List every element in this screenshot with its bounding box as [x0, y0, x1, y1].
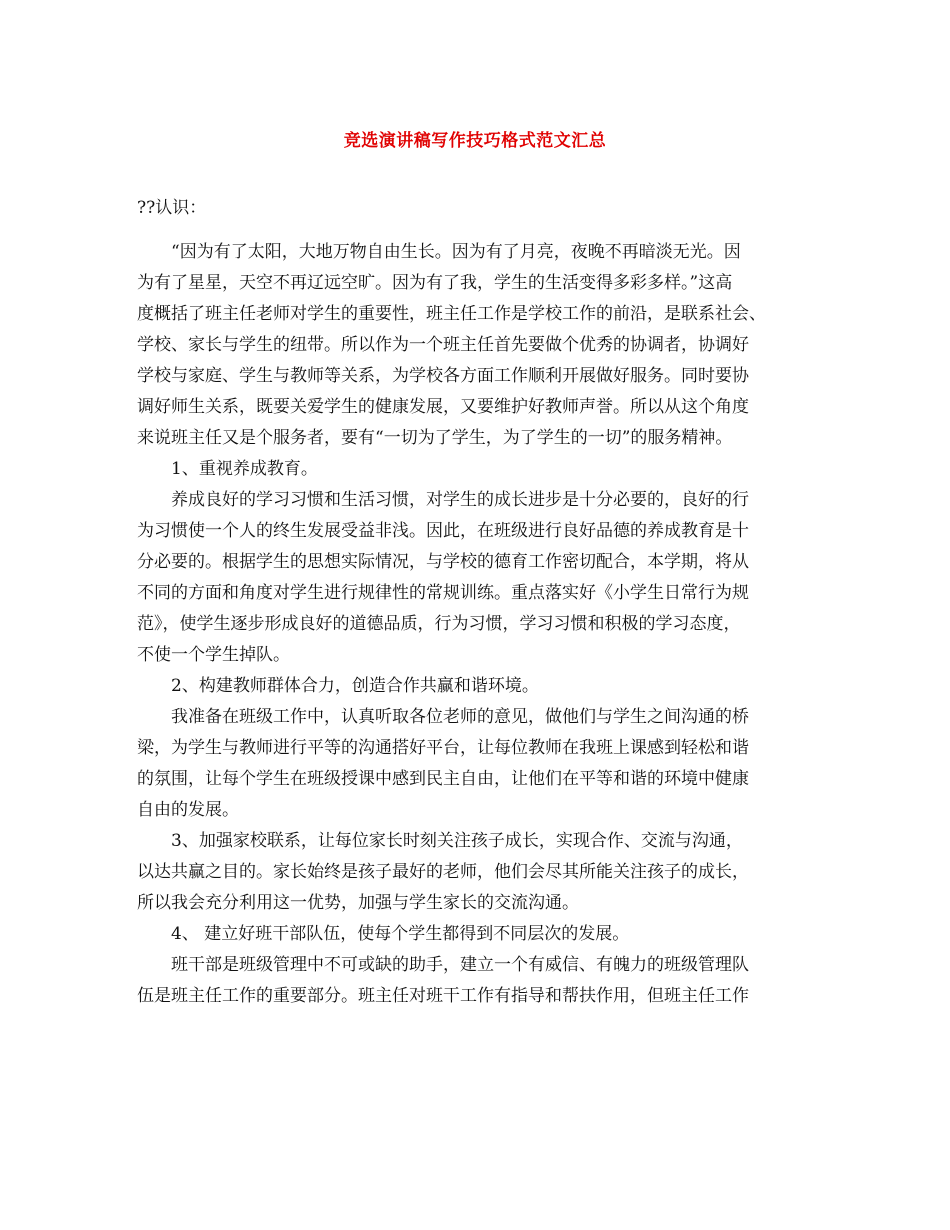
body-line: 以达共赢之目的。家长始终是孩子最好的老师，他们会尽其所能关注孩子的成长， — [137, 862, 749, 882]
document-title: 竞选演讲稿写作技巧格式范文汇总 — [343, 131, 607, 151]
section-heading: 4、 建立好班干部队伍，使每个学生都得到不同层次的发展。 — [171, 924, 630, 944]
body-line: 我准备在班级工作中，认真听取各位老师的意见，做他们与学生之间沟通的桥 — [171, 707, 749, 727]
body-line: 学校、家长与学生的纽带。所以作为一个班主任首先要做个优秀的协调者，协调好 — [137, 335, 749, 355]
body-line: 养成良好的学习习惯和生活习惯，对学生的成长进步是十分必要的，良好的行 — [171, 490, 749, 510]
body-line: 班干部是班级管理中不可或缺的助手，建立一个有威信、有魄力的班级管理队 — [171, 955, 749, 975]
body-line: 调好师生关系，既要关爱学生的健康发展，又要维护好教师声誉。所以从这个角度 — [137, 397, 749, 417]
body-line: “因为有了太阳，大地万物自由生长。因为有了月亮，夜晚不再暗淡无光。因 — [171, 242, 741, 262]
body-line: 的氛围，让每个学生在班级授课中感到民主自由，让他们在平等和谐的环境中健康 — [137, 769, 749, 789]
body-line: 梁，为学生与教师进行平等的沟通搭好平台，让每位教师在我班上课感到轻松和谐 — [137, 738, 749, 758]
body-line: 学校与家庭、学生与教师等关系，为学校各方面工作顺利开展做好服务。同时要协 — [137, 366, 749, 386]
body-line: 为习惯使一个人的终生发展受益非浅。因此，在班级进行良好品德的养成教育是十 — [137, 521, 749, 541]
body-line: 范》，使学生逐步形成良好的道德品质，行为习惯，学习习惯和积极的学习态度， — [137, 614, 741, 634]
body-line: 所以我会充分利用这一优势，加强与学生家长的交流沟通。 — [137, 893, 579, 913]
body-line: 不同的方面和角度对学生进行规律性的常规训练。重点落实好《小学生日常行为规 — [137, 583, 749, 603]
body-line: 为有了星星，天空不再辽远空旷。因为有了我，学生的生活变得多彩多样。”这高 — [137, 273, 733, 293]
section-heading: 3、加强家校联系，让每位家长时刻关注孩子成长，实现合作、交流与沟通， — [171, 831, 743, 851]
document-body — [137, 193, 825, 1012]
body-line: 自由的发展。 — [137, 800, 239, 820]
body-line: 不使一个学生掉队。 — [137, 645, 290, 665]
body-line: 伍是班主任工作的重要部分。班主任对班干工作有指导和帮扶作用，但班主任工作 — [137, 986, 749, 1006]
body-line: 分必要的。根据学生的思想实际情况，与学校的德育工作密切配合，本学期，将从 — [137, 552, 749, 572]
body-line: 度概括了班主任老师对学生的重要性，班主任工作是学校工作的前沿，是联系社会、 — [137, 304, 766, 324]
body-line: 来说班主任又是个服务者，要有“一切为了学生，为了学生的一切”的服务精神。 — [137, 428, 733, 448]
section-heading: 2、构建教师群体合力，创造合作共赢和谐环境。 — [171, 676, 539, 696]
section-heading: 1、重视养成教育。 — [171, 459, 318, 479]
body-line: ??认识： — [137, 198, 207, 218]
